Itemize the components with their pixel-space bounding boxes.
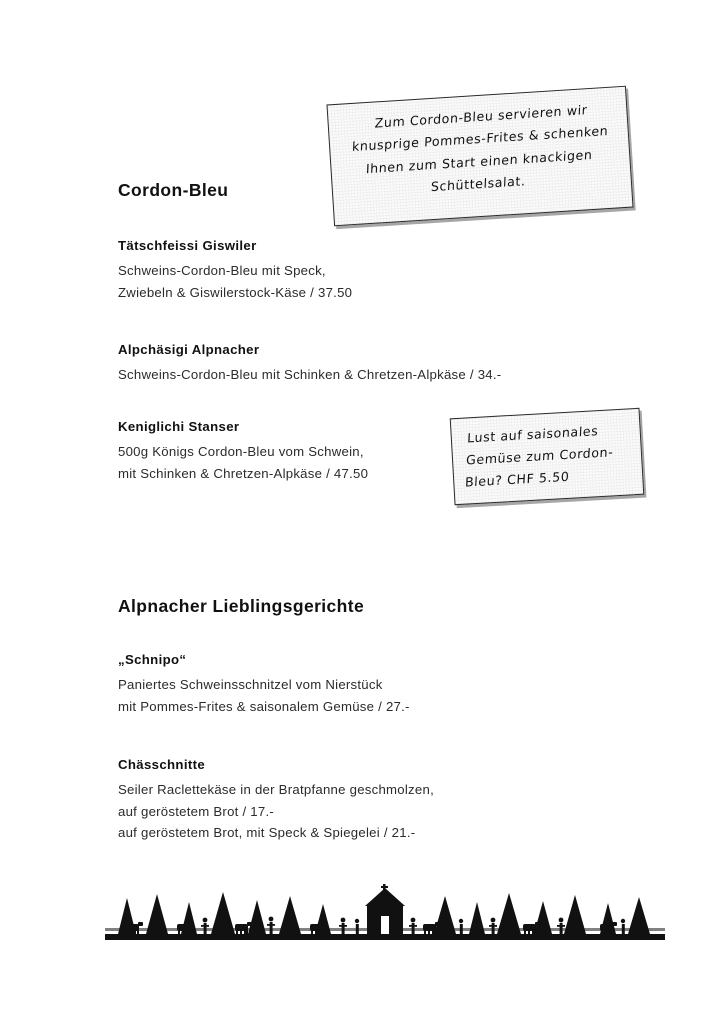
menu-item-description-line: auf geröstetem Brot / 17.- [118,803,275,819]
note-saisonales-gemuese-text: Lust auf saisonales Gemüse zum Cordon-Bleu? CHF 5.50 [464,423,614,490]
menu-item-description-line: mit Schinken & Chretzen-Alpkäse / 47.50 [118,465,369,481]
menu-item-description-line: mit Pommes-Frites & saisonalem Gemüse / 27.- [118,698,410,714]
menu-item [118,652,638,717]
menu-item-description-line: Zwiebeln & Giswilerstock-Käse / 37.50 [118,284,353,300]
page-title-alpnacher-lieblingsgerichte: Alpnacher Lieblingsgerichte [118,596,365,616]
menu-item-name: Keniglichi Stanser [118,419,240,434]
menu-item-description-line: Seiler Raclettekäse in der Bratpfanne geschmolzen, [118,782,434,798]
menu-item-name: „Schnipo“ [118,652,187,667]
alpine-village-silhouette-icon [105,884,665,946]
menu-item [118,238,638,303]
menu-item-name: Chässchnitte [118,757,206,772]
menu-item-description-line: 500g Königs Cordon-Bleu vom Schwein, [118,444,364,460]
page-title-cordon-bleu: Cordon-Bleu [118,180,229,200]
menu-item [118,342,638,386]
menu-item-name: Tätschfeissi Giswiler [118,238,257,253]
menu-item-name: Alpchäsigi Alpnacher [118,342,260,357]
menu-item-description-line: Schweins-Cordon-Bleu mit Schinken & Chretzen-Alpkäse / 34.- [118,367,502,383]
note-cordon-bleu-beilagen [326,86,633,227]
note-cordon-bleu-text: Zum Cordon-Bleu servieren wir knusprige Pommes-Frites & schenken Ihnen zum Start einen knackigen Schüttelsalat. [351,102,609,195]
menu-item-description-line: Schweins-Cordon-Bleu mit Speck, [118,263,326,279]
note-saisonales-gemuese [450,408,645,505]
menu-item-description-line: auf geröstetem Brot, mit Speck & Spiegelei / 21.- [118,824,416,840]
menu-item-description-line: Paniertes Schweinsschnitzel vom Nierstück [118,677,383,693]
menu-item [118,757,638,843]
